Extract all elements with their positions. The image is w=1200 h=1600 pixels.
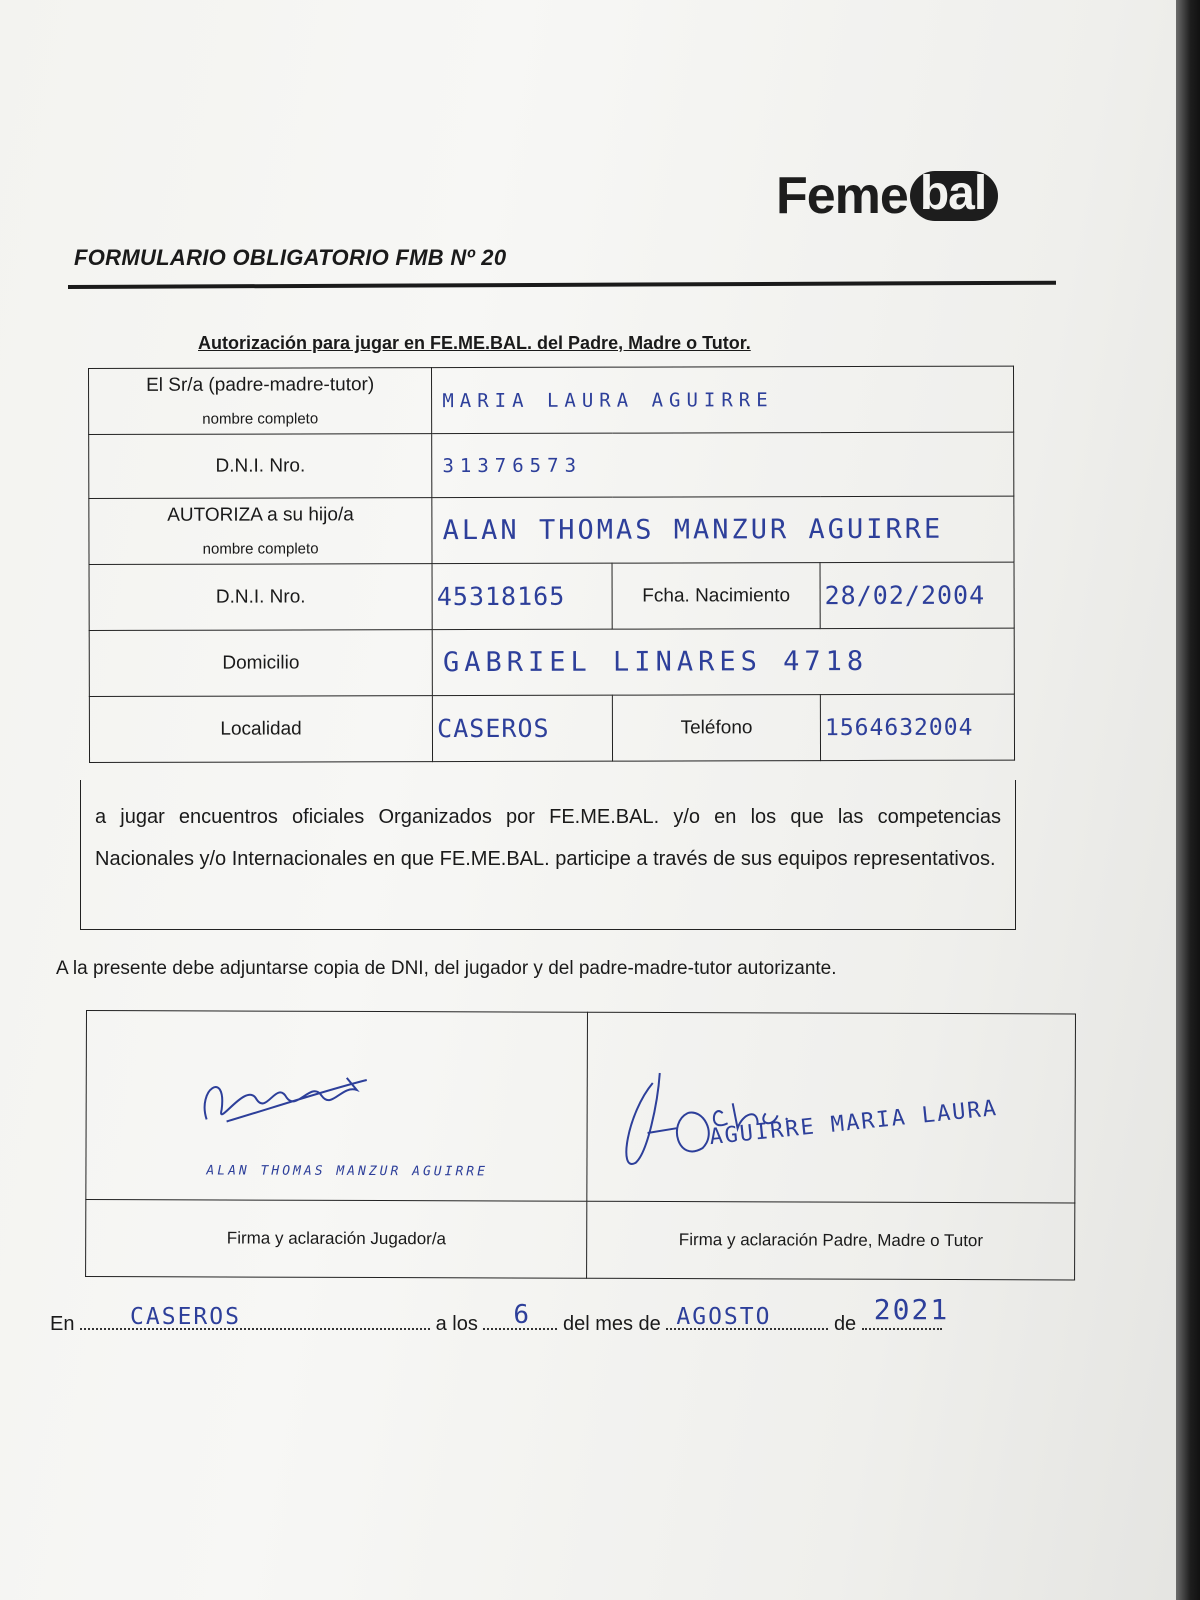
address-label: Domicilio xyxy=(89,630,432,697)
place-value: CASEROS xyxy=(130,1304,241,1330)
locality-field[interactable]: CASEROS xyxy=(433,695,613,761)
birth-date-label: Fcha. Nacimiento xyxy=(612,563,820,630)
parent-dni-field[interactable]: 31376573 xyxy=(432,432,1014,498)
parent-clarification: AGUIRRE MARIA LAURA xyxy=(708,1095,1000,1151)
photo-edge-shadow xyxy=(1176,0,1200,1600)
player-signature xyxy=(187,1049,387,1140)
title-rule xyxy=(68,281,1056,289)
signature-table xyxy=(85,1010,1076,1280)
form-subtitle: Autorización para jugar en FE.ME.BAL. del Padre, Madre o Tutor. xyxy=(198,333,751,353)
autoriza-label: AUTORIZA a su hijo/a xyxy=(167,504,354,526)
day-field[interactable] xyxy=(483,1300,557,1330)
mes-label: del mes de xyxy=(562,1313,661,1335)
autoriza-label-cell xyxy=(89,498,432,565)
phone-field[interactable]: 1564632004 xyxy=(820,694,1014,761)
player-clarification: ALAN THOMAS MANZUR AGUIRRE xyxy=(206,1163,488,1180)
parent-label: El Sr/a (padre-madre-tutor) xyxy=(146,374,375,396)
de-label: de xyxy=(833,1313,857,1335)
player-signature-caption: Firma y aclaración Jugador/a xyxy=(86,1200,588,1279)
place-date-line xyxy=(50,1293,950,1336)
parent-label-cell xyxy=(89,368,432,435)
child-sublabel: nombre completo xyxy=(202,540,319,558)
parent-dni-label: D.N.I. Nro. xyxy=(89,434,432,499)
a-los-label: a los xyxy=(435,1313,478,1335)
logo-text: Feme xyxy=(776,167,908,225)
parent-sublabel: nombre completo xyxy=(202,410,319,428)
phone-label: Teléfono xyxy=(613,695,821,762)
parent-signature-box[interactable] xyxy=(587,1012,1075,1203)
child-name-field[interactable]: ALAN THOMAS MANZUR AGUIRRE xyxy=(432,496,1014,564)
logo-pill: bal xyxy=(910,171,998,221)
parent-name-field[interactable]: MARIA LAURA AGUIRRE xyxy=(432,366,1014,434)
authorization-table xyxy=(88,366,1015,763)
locality-label: Localidad xyxy=(89,696,432,763)
place-field[interactable] xyxy=(80,1304,430,1330)
attachment-note: A la presente debe adjuntarse copia de DNI, del jugador y del padre-madre-tutor autorizante. xyxy=(56,958,837,979)
day-value: 6 xyxy=(513,1300,532,1330)
birth-date-field[interactable]: 28/02/2004 xyxy=(820,562,1014,629)
femebal-logo xyxy=(776,166,998,226)
en-label: En xyxy=(50,1313,75,1335)
year-field[interactable] xyxy=(862,1293,950,1330)
authorization-paragraph: a jugar encuentros oficiales Organizados por FE.ME.BAL. y/o en los que las competencias Nacionales y/o Internacionales en que FE.ME.BAL. participe a través de sus equipos representativos. xyxy=(80,780,1016,930)
player-signature-box[interactable] xyxy=(86,1011,588,1202)
child-dni-label: D.N.I. Nro. xyxy=(89,564,432,631)
month-value: AGOSTO xyxy=(676,1304,772,1330)
child-dni-field[interactable]: 45318165 xyxy=(432,563,612,629)
form-title: FORMULARIO OBLIGATORIO FMB Nº 20 xyxy=(74,245,507,270)
month-field[interactable] xyxy=(666,1304,828,1330)
year-value: 2021 xyxy=(873,1293,950,1326)
parent-signature-caption: Firma y aclaración Padre, Madre o Tutor xyxy=(587,1201,1075,1280)
address-field[interactable]: GABRIEL LINARES 4718 xyxy=(432,628,1014,696)
